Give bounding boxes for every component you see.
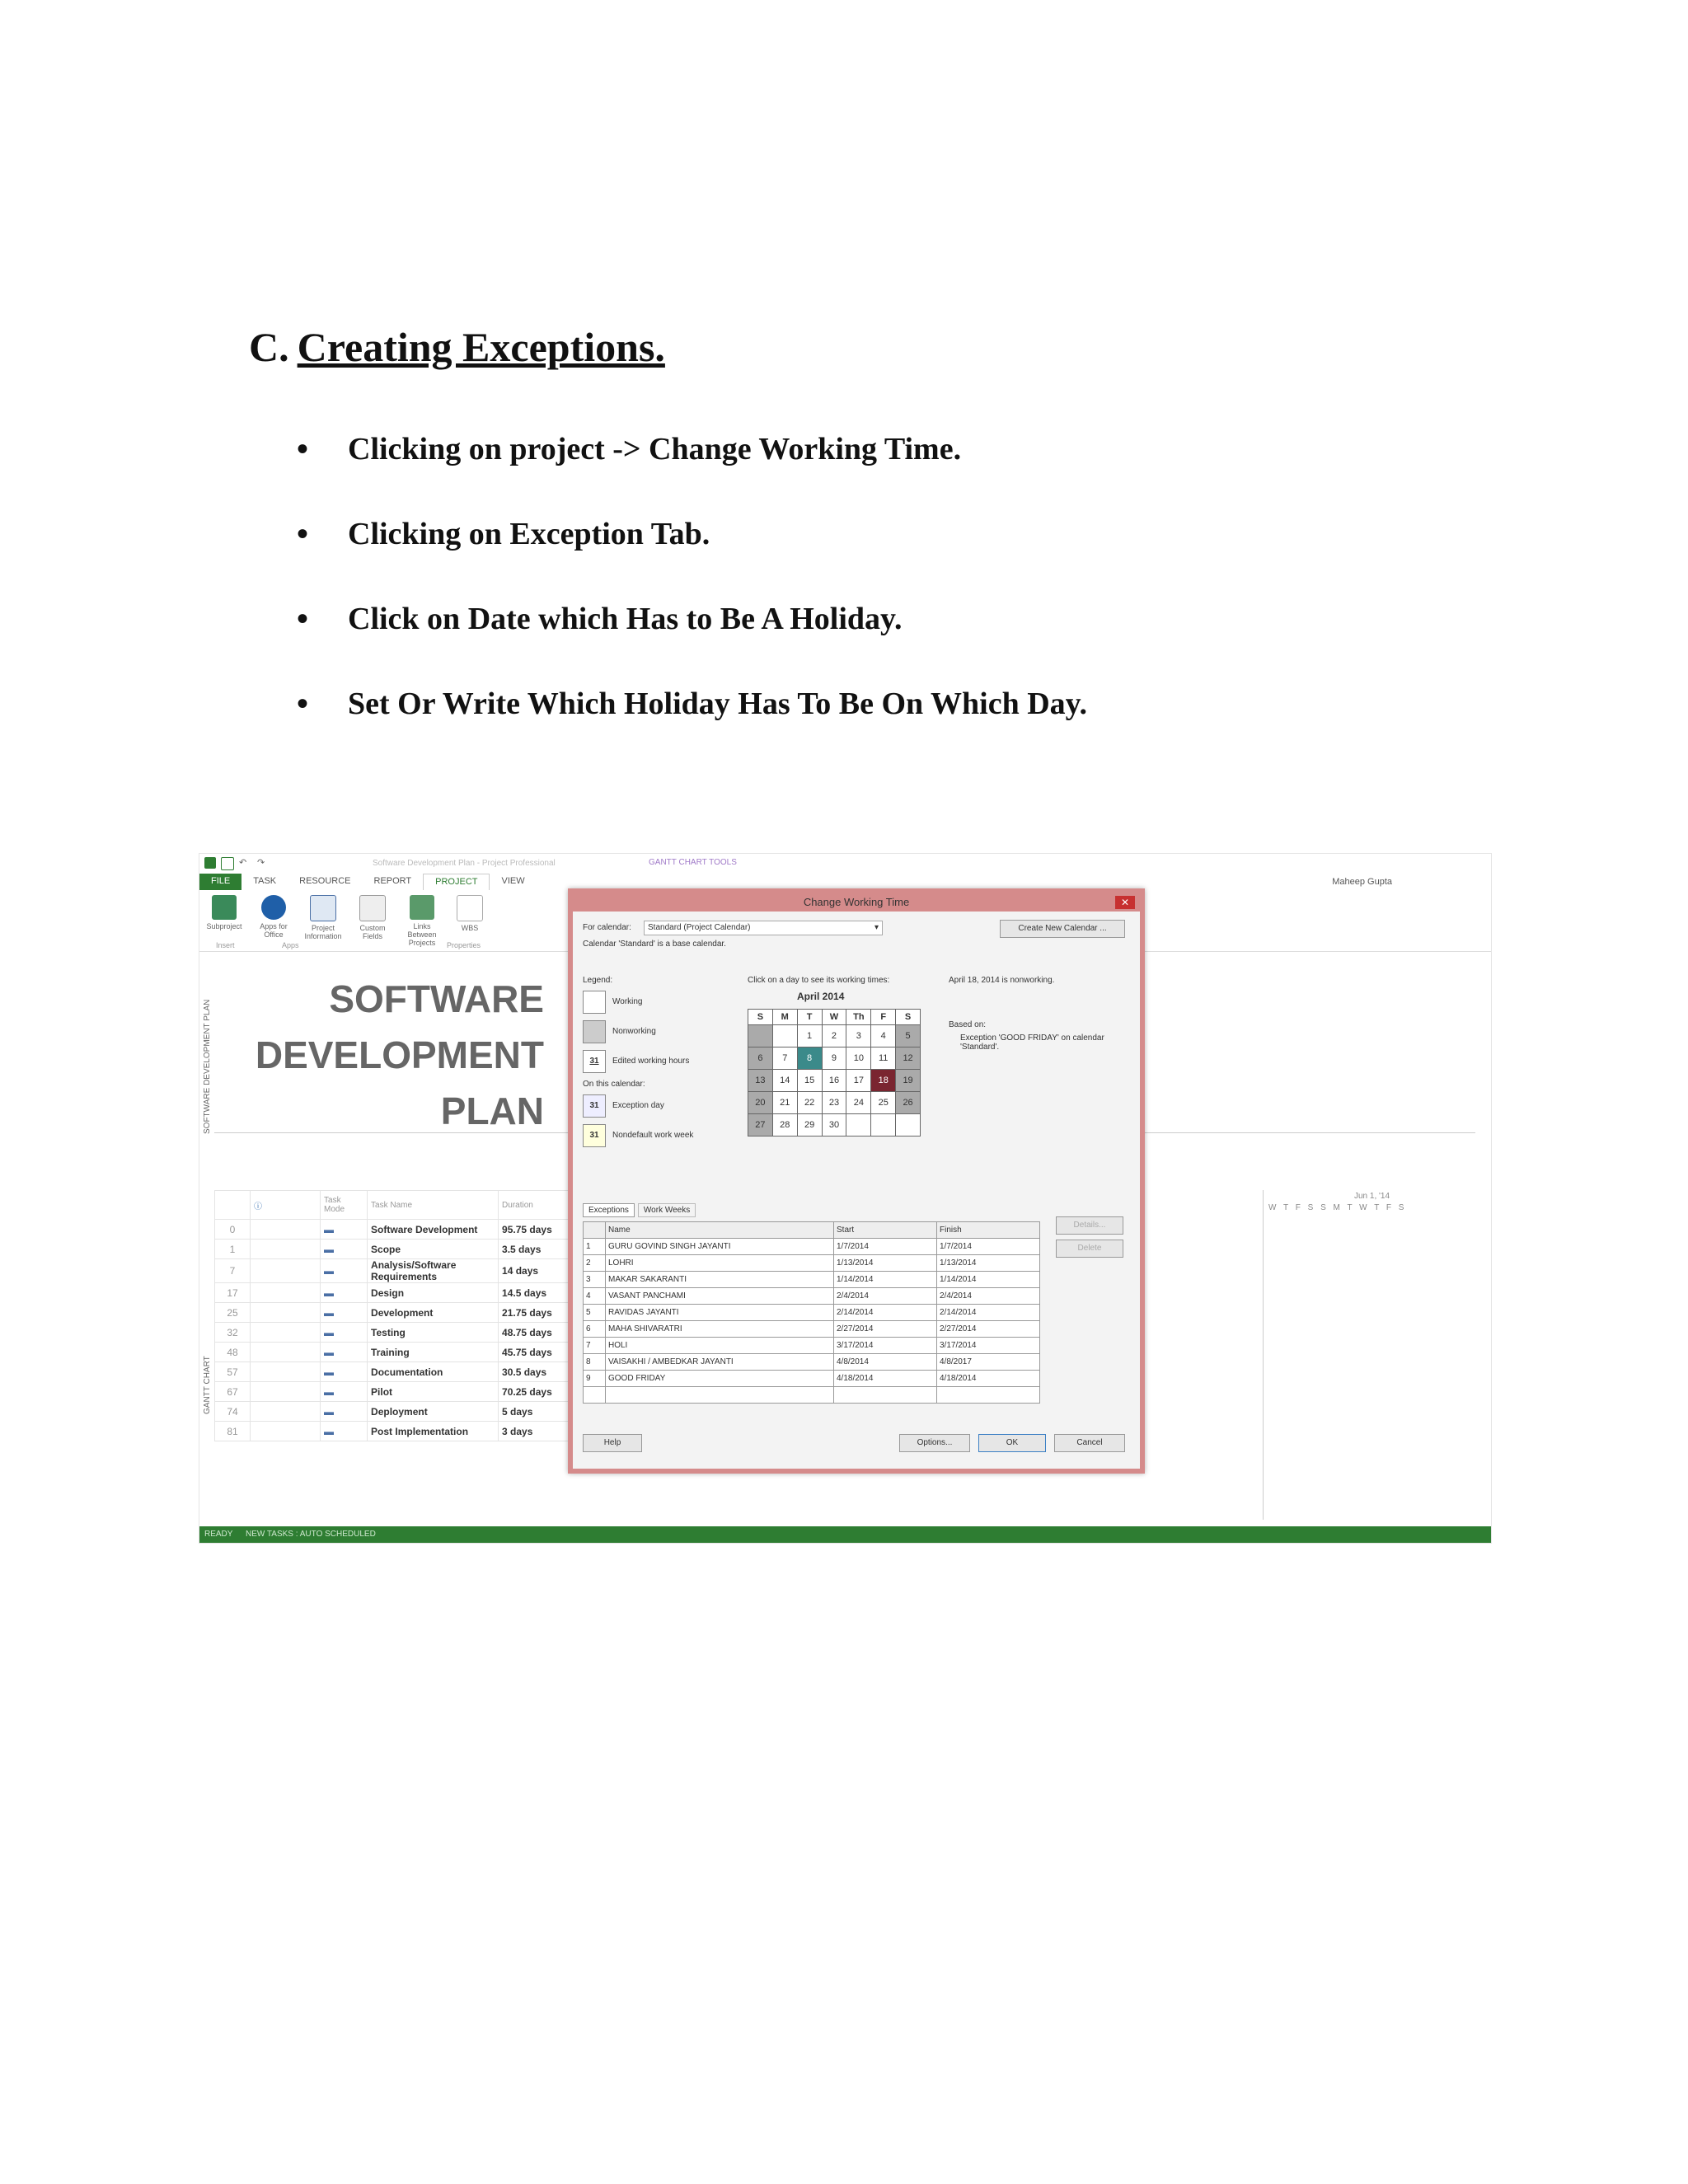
table-row[interactable]: 4 VASANT PANCHAMI 2/4/2014 2/4/2014 <box>584 1288 1040 1305</box>
table-row[interactable] <box>584 1387 1040 1404</box>
contextual-tab-label: GANTT CHART TOOLS <box>649 858 737 867</box>
status-new-tasks[interactable]: NEW TASKS : AUTO SCHEDULED <box>246 1530 376 1539</box>
redo-icon[interactable]: ↷ <box>257 858 265 868</box>
ok-button[interactable]: OK <box>978 1434 1046 1452</box>
legend-edited-swatch: 31 <box>583 1050 606 1073</box>
tab-exceptions[interactable]: Exceptions <box>583 1203 635 1217</box>
links-between-projects-button[interactable]: Links Between Projects <box>399 895 445 947</box>
side-label-timeline: SOFTWARE DEVELOPMENT PLAN <box>203 999 212 1134</box>
help-button[interactable]: Help <box>583 1434 642 1452</box>
user-name[interactable]: Maheep Gupta <box>1332 877 1392 887</box>
tab-view[interactable]: VIEW <box>501 876 525 886</box>
list-item: • Set Or Write Which Holiday Has To Be On Which Day. <box>297 685 1088 722</box>
details-button[interactable]: Details... <box>1056 1216 1123 1235</box>
table-row[interactable]: 67 ▬ Pilot 70.25 days <box>215 1382 1100 1402</box>
exception-tabs <box>583 1203 696 1217</box>
create-new-calendar-button[interactable]: Create New Calendar ... <box>1000 920 1125 938</box>
section-letter: C. <box>249 324 289 370</box>
table-row[interactable]: 3 MAKAR SAKARANTI 1/14/2014 1/14/2014 <box>584 1272 1040 1288</box>
options-button[interactable]: Options... <box>899 1434 970 1452</box>
table-row[interactable]: 17 ▬ Design 14.5 days <box>215 1283 1100 1303</box>
table-row[interactable]: 5 RAVIDAS JAYANTI 2/14/2014 2/14/2014 <box>584 1305 1040 1321</box>
table-row[interactable]: 0 ▬ Software Development 95.75 days <box>215 1220 1100 1240</box>
project-screenshot <box>199 853 1492 1544</box>
table-row[interactable]: 1 ▬ Scope 3.5 days <box>215 1240 1100 1259</box>
section-title: Creating Exceptions. <box>297 324 665 370</box>
header-name: Name <box>606 1222 834 1239</box>
section-heading <box>249 323 665 371</box>
group-properties: Properties <box>447 941 481 949</box>
day-info: April 18, 2014 is nonworking. <box>949 976 1055 985</box>
undo-icon[interactable]: ↶ <box>239 858 247 868</box>
window-title: Software Development Plan - Project Professional <box>373 859 556 868</box>
project-information-button[interactable]: Project Information <box>300 895 346 940</box>
header-start: Start <box>834 1222 937 1239</box>
exceptions-table <box>583 1221 1040 1404</box>
task-mode-icon: ▬ <box>321 1240 368 1259</box>
based-on-detail: Exception 'GOOD FRIDAY' on calendar 'Standard'. <box>960 1033 1104 1052</box>
legend: Working Nonworking 31 Edited working hours On this calendar: 31 Exception day 31 Nondefault work week <box>583 991 721 1180</box>
wbs-button[interactable]: WBS <box>447 895 493 932</box>
table-row[interactable]: 32 ▬ Testing 48.75 days <box>215 1323 1100 1343</box>
delete-button[interactable]: Delete <box>1056 1240 1123 1258</box>
table-row[interactable]: 6 MAHA SHIVARATRI 2/27/2014 2/27/2014 <box>584 1321 1040 1338</box>
table-row[interactable]: 7 ▬ Analysis/Software Requirements 14 days <box>215 1259 1100 1283</box>
task-mode-icon: ▬ <box>321 1422 368 1441</box>
legend-nondefault-swatch: 31 <box>583 1124 606 1147</box>
group-apps: Apps <box>282 941 299 949</box>
gantt-chart-area[interactable] <box>1263 1190 1492 1520</box>
status-ready: READY <box>204 1530 233 1539</box>
based-on-label: Based on: <box>949 1020 987 1029</box>
table-row[interactable]: 48 ▬ Training 45.75 days <box>215 1343 1100 1362</box>
change-working-time-dialog <box>568 888 1145 1474</box>
task-mode-icon: ▬ <box>321 1283 368 1303</box>
task-mode-icon: ▬ <box>321 1323 368 1343</box>
task-mode-icon: ▬ <box>321 1220 368 1240</box>
table-row[interactable]: 57 ▬ Documentation 30.5 days <box>215 1362 1100 1382</box>
month-calendar[interactable]: S M T W Th F S 1 2 3 4 5 6 7 8 9 10 11 12 13 14 15 16 17 18 19 20 21 22 23 24 25 26 27 28 29 30 <box>748 1009 921 1137</box>
list-item: • Click on Date which Has to Be A Holiday. <box>297 600 903 637</box>
custom-fields-button[interactable]: Custom Fields <box>349 895 396 940</box>
click-hint: Click on a day to see its working times: <box>748 976 890 985</box>
header-finish: Finish <box>937 1222 1040 1239</box>
task-mode-icon: ▬ <box>321 1382 368 1402</box>
calendar-select[interactable]: Standard (Project Calendar) ▾ <box>644 921 883 935</box>
tab-task[interactable]: TASK <box>253 876 277 886</box>
table-row[interactable]: 2 LOHRI 1/13/2014 1/13/2014 <box>584 1255 1040 1272</box>
tab-project[interactable]: PROJECT <box>423 874 490 890</box>
tab-work-weeks[interactable]: Work Weeks <box>638 1203 696 1217</box>
list-item: • Clicking on Exception Tab. <box>297 515 710 552</box>
legend-exception-swatch: 31 <box>583 1094 606 1118</box>
table-row[interactable]: 7 HOLI 3/17/2014 3/17/2014 <box>584 1338 1040 1354</box>
status-bar <box>199 1526 1491 1543</box>
calendar-day-exception: 18 <box>871 1070 896 1092</box>
header-duration[interactable]: Duration <box>499 1191 572 1220</box>
tab-file[interactable]: FILE <box>199 874 241 890</box>
group-insert: Insert <box>216 941 235 949</box>
header-task-name[interactable]: Task Name <box>368 1191 499 1220</box>
cancel-button[interactable]: Cancel <box>1054 1434 1125 1452</box>
calendar-month: April 2014 <box>797 991 845 1002</box>
plan-title: SOFTWARE DEVELOPMENT PLAN <box>255 977 544 1132</box>
gantt-date-header: Jun 1, '14 <box>1354 1192 1390 1201</box>
task-mode-icon: ▬ <box>321 1402 368 1422</box>
project-app-icon <box>204 857 216 869</box>
subproject-button[interactable]: Subproject <box>201 895 247 930</box>
gantt-day-header: W T F S S M T W T F S <box>1268 1203 1407 1212</box>
task-mode-icon: ▬ <box>321 1362 368 1382</box>
legend-nonworking-swatch <box>583 1020 606 1043</box>
dialog-title: Change Working Time <box>573 893 1140 912</box>
side-label-gantt: GANTT CHART <box>203 1356 212 1414</box>
exceptions-header-row <box>584 1222 1040 1239</box>
table-row[interactable]: 81 ▬ Post Implementation 3 days <box>215 1422 1100 1441</box>
base-calendar-note: Calendar 'Standard' is a base calendar. <box>583 940 726 949</box>
header-task-mode[interactable]: Task Mode <box>321 1191 368 1220</box>
tab-report[interactable]: REPORT <box>373 876 412 886</box>
table-row[interactable]: 1 GURU GOVIND SINGH JAYANTI 1/7/2014 1/7/2014 <box>584 1239 1040 1255</box>
for-calendar-label: For calendar: <box>583 923 631 932</box>
table-row[interactable]: 8 VAISAKHI / AMBEDKAR JAYANTI 4/8/2014 4/8/2017 <box>584 1354 1040 1371</box>
table-row[interactable]: 9 GOOD FRIDAY 4/18/2014 4/18/2014 <box>584 1371 1040 1387</box>
tab-resource[interactable]: RESOURCE <box>299 876 351 886</box>
instruction-list <box>297 431 1087 771</box>
legend-working-swatch <box>583 991 606 1014</box>
list-item: • Clicking on project -> Change Working Time. <box>297 430 962 467</box>
table-row[interactable]: 74 ▬ Deployment 5 days <box>215 1402 1100 1422</box>
task-mode-icon: ▬ <box>321 1259 368 1283</box>
info-icon: ⓘ <box>251 1191 321 1220</box>
chevron-down-icon: ▾ <box>874 923 879 932</box>
calendar-day-selected: 8 <box>797 1047 822 1070</box>
close-icon[interactable]: ✕ <box>1115 896 1135 909</box>
save-icon[interactable] <box>221 857 234 870</box>
apps-for-office-button[interactable]: Apps for Office <box>251 895 297 939</box>
table-row[interactable]: 25 ▬ Development 21.75 days <box>215 1303 1100 1323</box>
ribbon-tabs <box>199 874 1491 890</box>
legend-label: Legend: <box>583 976 613 985</box>
task-mode-icon: ▬ <box>321 1343 368 1362</box>
task-mode-icon: ▬ <box>321 1303 368 1323</box>
